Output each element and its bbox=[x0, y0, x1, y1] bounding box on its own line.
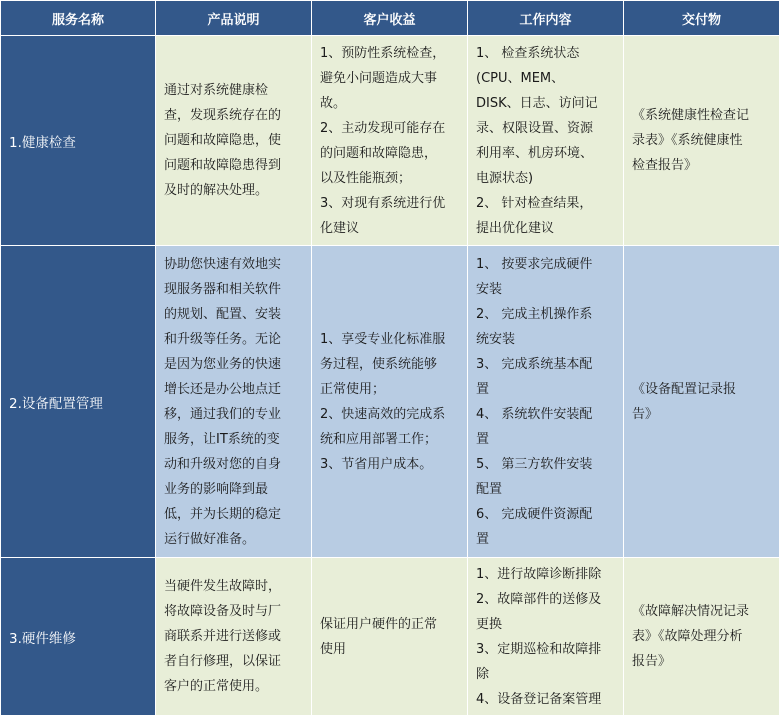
deliverables-cell bbox=[624, 246, 779, 558]
table-row bbox=[1, 558, 779, 716]
text-block: 1、享受专业化标准服 务过程，使系统能够 正常使用； 2、快速高效的完成系 统和应用部署工作； 3、节省用户成本。 bbox=[320, 331, 446, 472]
text-block: 《系统健康性检查记 录表》《系统健康性 检查报告》 bbox=[632, 108, 750, 173]
benefits-cell bbox=[312, 246, 468, 558]
header-customer-benefits: 客户收益 bbox=[312, 1, 468, 36]
description-cell bbox=[156, 246, 312, 558]
deliverables-cell bbox=[624, 36, 779, 246]
text-block: 1、 检查系统状态 (CPU、MEM、 DISK、日志、访问记 录、权限设置、资源 利用率、机房环境、 电源状态) 2、 针对检查结果， 提出优化建议 bbox=[476, 45, 598, 236]
service-name: 2.设备配置管理 bbox=[1, 246, 156, 558]
service-name: 1.健康检查 bbox=[1, 36, 156, 246]
header-row bbox=[1, 1, 779, 36]
text-block: 1、预防性系统检查， 避免小问题造成大事 故。 2、主动发现可能存在 的问题和故障隐患， 以及性能瓶颈； 3、对现有系统进行优 化建议 bbox=[320, 45, 446, 236]
text-block: 1、进行故障诊断排除 2、故障部件的送修及 更换 3、定期巡检和故障排 除 4、设备登记备案管理 bbox=[476, 566, 602, 707]
service-name: 3.硬件维修 bbox=[1, 558, 156, 716]
table-row bbox=[1, 246, 779, 558]
text-block: 《设备配置记录报 告》 bbox=[632, 381, 737, 422]
text-block: 1、 按要求完成硬件 安装 2、 完成主机操作系 统安装 3、 完成系统基本配 置 4、 系统软件安装配 置 5、 第三方软件安装 配置 6、 完成硬件资源配 置 bbox=[476, 256, 593, 547]
header-work-content: 工作内容 bbox=[468, 1, 624, 36]
benefits-cell bbox=[312, 36, 468, 246]
header-deliverables: 交付物 bbox=[624, 1, 779, 36]
text-block: 保证用户硬件的正常 使用 bbox=[320, 616, 438, 657]
work-cell bbox=[468, 36, 624, 246]
description-cell bbox=[156, 558, 312, 716]
description-cell bbox=[156, 36, 312, 246]
text-block: 通过对系统健康检 查，发现系统存在的 问题和故障隐患，使 问题和故障隐患得到 及时的解决处理。 bbox=[164, 83, 282, 198]
text-block: 当硬件发生故障时， 将故障设备及时与厂 商联系并进行送修或 者自行修理，以保证 客户的正常使用。 bbox=[164, 579, 282, 694]
text-block: 《故障解决情况记录 表》《故障处理分析 报告》 bbox=[632, 604, 750, 669]
work-cell bbox=[468, 246, 624, 558]
table-row bbox=[1, 36, 779, 246]
work-cell bbox=[468, 558, 624, 716]
benefits-cell bbox=[312, 558, 468, 716]
header-service-name: 服务名称 bbox=[1, 1, 156, 36]
header-product-description: 产品说明 bbox=[156, 1, 312, 36]
text-block: 协助您快速有效地实 现服务器和相关软件 的规划、配置、安装 和升级等任务。无论 是因为您业务的快速 增长还是办公地点迁 移，通过我们的专业 服务，让IT系统的变 动和升级对您的自身 业务的影响降到最 低，并为长期的稳定 运行做好准备。 bbox=[164, 256, 282, 547]
deliverables-cell bbox=[624, 558, 779, 716]
